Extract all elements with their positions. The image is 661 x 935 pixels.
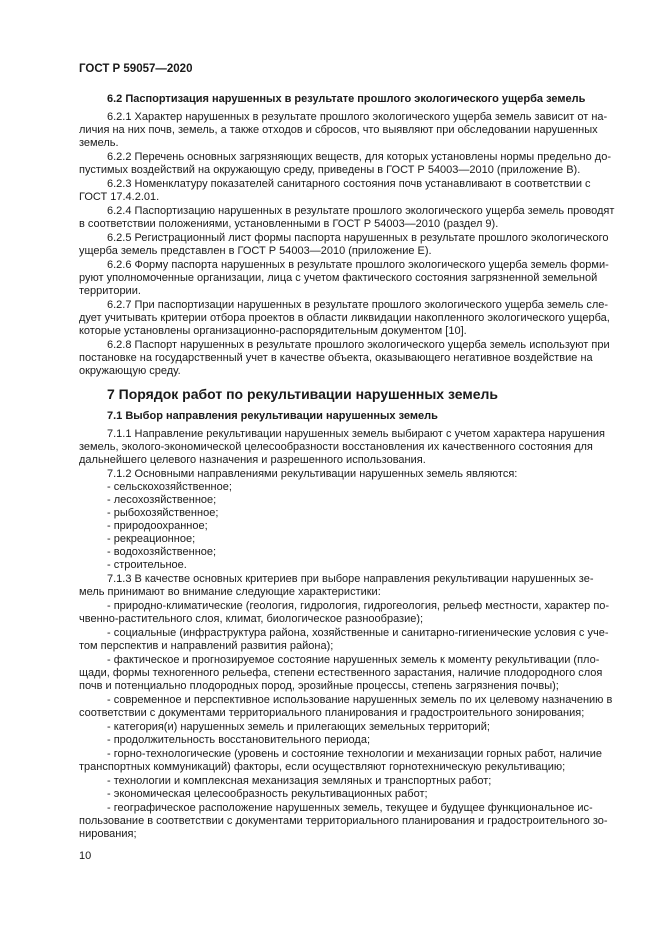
list-item: - технологии и комплексная механизация земляных и транспортных работ; bbox=[107, 775, 492, 787]
list-item: - категория(и) нарушенных земель и прилегающих земельных территорий; bbox=[107, 721, 490, 733]
text-line: 7.1.1 Направление рекультивации нарушенных земель выбирают с учетом характера нарушения bbox=[107, 428, 605, 440]
text-line: территории. bbox=[79, 285, 141, 297]
list-item: - строительное. bbox=[107, 559, 187, 571]
text-line: 6.2.3 Номенклатуру показателей санитарного состояния почв устанавливают в соответствии с bbox=[107, 178, 591, 190]
text-line: личия на них почв, земель, а также отходов и сбросов, что выявляют при обследовании нарушенных bbox=[79, 124, 598, 136]
list-item: - природоохранное; bbox=[107, 520, 208, 532]
list-item: - рыбохозяйственное; bbox=[107, 507, 219, 519]
list-item: - экономическая целесообразность рекультивационных работ; bbox=[107, 788, 428, 800]
text-line: пустимых воздействий на окружающую среду, приведены в ГОСТ Р 54003—2010 (приложение В). bbox=[79, 164, 581, 176]
text-line: нирования; bbox=[79, 828, 137, 840]
text-line: в соответствии положениями, установленными в ГОСТ Р 54003—2010 (раздел 9). bbox=[79, 218, 499, 230]
text-line: 6.2.5 Регистрационный лист формы паспорта нарушенных в результате прошлого экологического bbox=[107, 232, 609, 244]
doc-header-id: ГОСТ Р 59057—2020 bbox=[79, 63, 193, 75]
list-item: - горно-технологические (уровень и состояние технологии и механизации горных работ, наличие bbox=[107, 748, 602, 760]
text-line: 6.2.1 Характер нарушенных в результате прошлого экологического ущерба земель зависит от на- bbox=[107, 111, 608, 123]
text-line: 7.1.3 В качестве основных критериев при выборе направления рекультивации нарушенных зе- bbox=[107, 573, 594, 585]
text-line: 6.2.8 Паспорт нарушенных в результате прошлого экологического ущерба земель используют при bbox=[107, 339, 610, 351]
list-item: - сельскохозяйственное; bbox=[107, 481, 232, 493]
text-line: 6.2.7 При паспортизации нарушенных в результате прошлого экологического ущерба земель сле- bbox=[107, 299, 609, 311]
section-7-title: 7 Порядок работ по рекультивации нарушенных земель bbox=[107, 386, 499, 402]
text-line: соответствии с документами территориального планирования и градостроительного зонирования; bbox=[79, 707, 585, 719]
list-item: - фактическое и прогнозируемое состояние нарушенных земель к моменту рекультивации (пло- bbox=[107, 654, 600, 666]
text-line: том перспектив и направлений развития района); bbox=[79, 640, 334, 652]
text-line: окружающую среду. bbox=[79, 365, 181, 377]
text-line: мель принимают во внимание следующие характеристики: bbox=[79, 586, 381, 598]
list-item: - рекреационное; bbox=[107, 533, 196, 545]
text-line: 6.2.4 Паспортизацию нарушенных в результате прошлого экологического ущерба земель проводят bbox=[107, 205, 615, 217]
text-line: транспортных коммуникаций) факторы, если осуществляют горнотехническую рекультивацию; bbox=[79, 761, 566, 773]
text-line: земель. bbox=[79, 137, 119, 149]
text-line: постановке на государственный учет в качестве объекта, оказывающего негативное воздействие на bbox=[79, 352, 593, 364]
list-item: - географическое расположение нарушенных земель, текущее и будущее функциональное ис- bbox=[107, 802, 593, 814]
text-line: 6.2.2 Перечень основных загрязняющих веществ, для которых установлены нормы предельно до- bbox=[107, 151, 611, 163]
text-line: которые установлены организационно-распорядительным документом [10]. bbox=[79, 325, 467, 337]
text-line: ГОСТ 17.4.2.01. bbox=[79, 191, 160, 203]
section-7-1-title: 7.1 Выбор направления рекультивации нарушенных земель bbox=[107, 410, 438, 422]
text-line: почв и потенциально плодородных пород, эрозийные процессы, степень загрязнения почвы); bbox=[79, 680, 559, 692]
text-line: дует учитывать критерии отбора проектов в области ликвидации накопленного экологического ущерба, bbox=[79, 312, 610, 324]
text-line: щади, формы техногенного рельефа, степени естественного зарастания, наличие плодородного слоя bbox=[79, 667, 603, 679]
list-item: - современное и перспективное использование нарушенных земель по их целевому назначению в bbox=[107, 694, 613, 706]
list-item: - продолжительность восстановительного периода; bbox=[107, 734, 371, 746]
page-number: 10 bbox=[79, 850, 92, 862]
text-line: земель, эколого-экономической целесообразности восстановления их качественного состояния для bbox=[79, 441, 593, 453]
list-item: - водохозяйственное; bbox=[107, 546, 217, 558]
text-line: ущерба земель представлен в ГОСТ Р 54003—2010 (приложение Е). bbox=[79, 245, 432, 257]
list-item: - социальные (инфраструктура района, хозяйственные и санитарно-гигиенические условия с уче- bbox=[107, 627, 609, 639]
text-line: руют уполномоченные организации, лица с учетом фактического состояния загрязненной земельной bbox=[79, 272, 598, 284]
text-line: 6.2.6 Форму паспорта нарушенных в результате прошлого экологического ущерба земель форми- bbox=[107, 259, 609, 271]
text-line: дальнейшего целевого назначения и разрешенного использования. bbox=[79, 454, 426, 466]
text-line: пользование в соответствии с документами территориального планирования и градостроительного зо- bbox=[79, 815, 608, 827]
text-line: 7.1.2 Основными направлениями рекультивации нарушенных земель являются: bbox=[107, 468, 518, 480]
list-item: - лесохозяйственное; bbox=[107, 494, 217, 506]
list-item: - природно-климатические (геология, гидрология, гидрогеология, рельеф местности, характер по- bbox=[107, 600, 610, 612]
text-line: чвенно-растительного слоя, климат, биологическое разнообразие); bbox=[79, 613, 424, 625]
section-6-2-title: 6.2 Паспортизация нарушенных в результате прошлого экологического ущерба земель bbox=[107, 93, 586, 105]
